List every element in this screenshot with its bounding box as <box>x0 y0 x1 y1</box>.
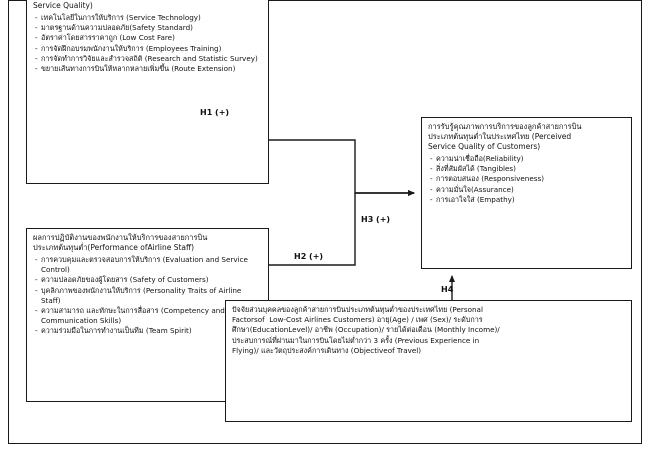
box-service-quality-title: Service Quality) <box>33 1 93 10</box>
list-item: - บุคลิกภาพของพนักงานให้บริการ (Personality Traits of Airline Staff) <box>33 286 262 306</box>
label-h2: H2 (+) <box>294 252 324 261</box>
list-item: - การจัดฝึกอบรมพนักงานให้บริการ (Employees Training) <box>33 44 262 54</box>
list-item: - การควบคุมและตรวจสอบการให้บริการ (Evaluation and Service Control) <box>33 255 262 275</box>
list-item: - ความน่าเชื่อถือ(Reliability) <box>428 154 625 164</box>
box-personal-factors-text: ปัจจัยส่วนบุคคลของลูกค้าสายการบินประเภทต้นทุนต่ำของประเทศไทย (Personal Factorsof Low-Cost Airlines Customers) อายุ(Age) / เพศ (Sex)/ ระดับการ ศึกษา(EducationLevel)/ อาชีพ (Occupation)/ รายได้ต่อเดือน (Monthly Income)/ ประสบการณ์ที่ผ่านมาในการบินโดยไม่ต่ำกว่า 3 ครั้ง (Previous Experience in Flying)/ และวัตถุประสงค์การเดินทาง (Objectiveof Travel) <box>232 305 500 355</box>
list-item: - สิ่งที่สัมผัสได้ (Tangibles) <box>428 164 625 174</box>
box-staff-performance-title: ผลการปฏิบัติงานของพนักงานให้บริการของสายการบิน ประเภทต้นทุนต่ำ(Performance ofAirline Staff) <box>33 233 208 252</box>
label-h4: H4 <box>441 285 454 294</box>
list-item: - การตอบสนอง (Responsiveness) <box>428 174 625 184</box>
list-item: - เทคโนโลยีในการให้บริการ (Service Technology) <box>33 13 262 23</box>
box-perceived-service-quality-list <box>428 154 625 205</box>
box-perceived-service-quality-title: การรับรู้คุณภาพการบริการของลูกค้าสายการบิน ประเภทต้นทุนต่ำในประเทศไทย (Perceived Service Quality of Customers) <box>428 122 582 151</box>
list-item: - ความสามารถ และทักษะในการสื่อสาร (Competency and Communication Skills) <box>33 306 262 326</box>
list-item: - ความปลอดภัยของผู้โดยสาร (Safety of Customers) <box>33 275 262 285</box>
list-item: - มาตรฐานด้านความปลอดภัย(Safety Standard) <box>33 23 262 33</box>
box-perceived-service-quality <box>421 117 632 269</box>
box-service-quality-list <box>33 13 262 74</box>
box-service-quality <box>26 0 269 184</box>
label-h1: H1 (+) <box>200 108 230 117</box>
label-h3: H3 (+) <box>361 215 391 224</box>
list-item: - การจัดทำการวิจัยและสำรวจสถิติ (Research and Statistic Survey) <box>33 54 262 64</box>
box-personal-factors <box>225 300 632 422</box>
list-item: - อัตราค่าโดยสารราคาถูก (Low Cost Fare) <box>33 33 262 43</box>
list-item: - ความร่วมมือในการทำงานเป็นทีม (Team Spirit) <box>33 326 262 336</box>
list-item: - ความมั่นใจ(Assurance) <box>428 185 625 195</box>
list-item: - ขยายเส้นทางการบินให้หลากหลายเพิ่มขึ้น (Route Extension) <box>33 64 262 74</box>
list-item: - การเอาใจใส่ (Empathy) <box>428 195 625 205</box>
